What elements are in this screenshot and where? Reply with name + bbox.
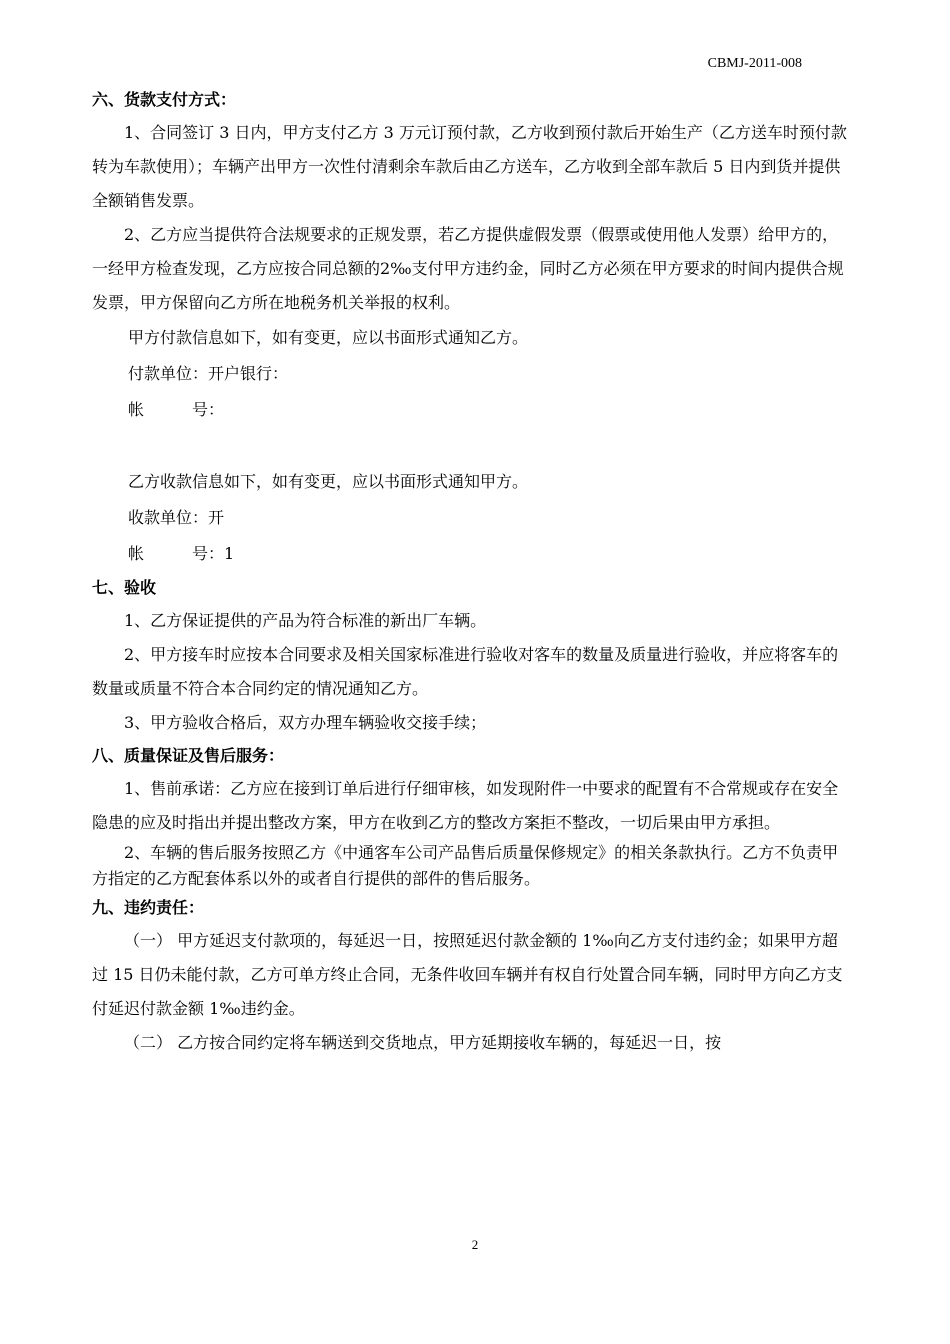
payee-unit-line: 收款单位：开 — [128, 508, 225, 527]
payer-account-line — [92, 392, 850, 428]
section-seven-paragraph-2: 2、甲方接车时应按本合同要求及相关国家标准进行验收对客车的数量及质量进行验收，并应将客车的数量或质量不符合本合同约定的情况通知乙方。 — [92, 645, 839, 698]
section-six-paragraph-1: 1、合同签订 3 日内，甲方支付乙方 3 万元订预付款，乙方收到预付款后开始生产（乙方送车时预付款转为车款使用）；车辆产出甲方一次性付清剩余车款后由乙方送车，乙方收到全部车款后 5 日内到货并提供全额销售发票。 — [92, 123, 847, 210]
section-seven-paragraph-3: 3、甲方验收合格后，双方办理车辆验收交接手续； — [124, 713, 487, 732]
payer-info-line: 甲方付款信息如下，如有变更，应以书面形式通知乙方。 — [128, 328, 529, 347]
payee-account-line — [92, 536, 850, 572]
payer-account-label-a: 帐 — [128, 400, 145, 419]
section-nine-paragraph-1: （一） 甲方延迟支付款项的，每延迟一日，按照延迟付款金额的 1‰向乙方支付违约金；如果甲方超过 15 日仍未能付款，乙方可单方终止合同，无条件收回车辆并有权自行处置合同车辆，同时甲方向乙方支付延迟付款金额 1‰违约金。 — [92, 931, 843, 1018]
document-body — [92, 84, 850, 1060]
section-six-title: 六、货款支付方式： — [92, 90, 237, 109]
section-nine-title: 九、违约责任： — [92, 898, 205, 917]
section-eight-paragraph-1: 1、售前承诺：乙方应在接到订单后进行仔细审核，如发现附件一中要求的配置有不合常规或存在安全隐患的应及时指出并提出整改方案，甲方在收到乙方的整改方案拒不整改，一切后果由甲方承担。 — [92, 779, 839, 832]
payer-account-label-b: 号： — [192, 400, 225, 419]
document-code: CBMJ-2011-008 — [707, 56, 802, 71]
payee-account-label-a: 帐 — [128, 544, 145, 563]
section-nine-paragraph-2: （二） 乙方按合同约定将车辆送到交货地点，甲方延期接收车辆的，每延迟一日，按 — [124, 1033, 722, 1052]
section-six-paragraph-2: 2、乙方应当提供符合法规要求的正规发票，若乙方提供虚假发票（假票或使用他人发票）给甲方的，一经甲方检查发现，乙方应按合同总额的2‰支付甲方违约金，同时乙方必须在甲方要求的时间内提供合规发票，甲方保留向乙方所在地税务机关举报的权利。 — [92, 225, 844, 312]
section-eight-paragraph-2: 2、车辆的售后服务按照乙方《中通客车公司产品售后质量保修规定》的相关条款执行。乙方不负责甲方指定的乙方配套体系以外的或者自行提供的部件的售后服务。 — [92, 843, 839, 888]
payer-unit-line: 付款单位：开户银行： — [128, 364, 289, 383]
payee-info-line: 乙方收款信息如下，如有变更，应以书面形式通知甲方。 — [128, 472, 529, 491]
section-eight-title: 八、质量保证及售后服务： — [92, 746, 285, 765]
payee-account-label-b: 号：1 — [192, 544, 235, 563]
section-seven-paragraph-1: 1、乙方保证提供的产品为符合标准的新出厂车辆。 — [124, 611, 487, 630]
blank-line — [92, 428, 850, 464]
section-seven-title: 七、验收 — [92, 578, 157, 597]
page-number: 2 — [471, 1237, 479, 1252]
